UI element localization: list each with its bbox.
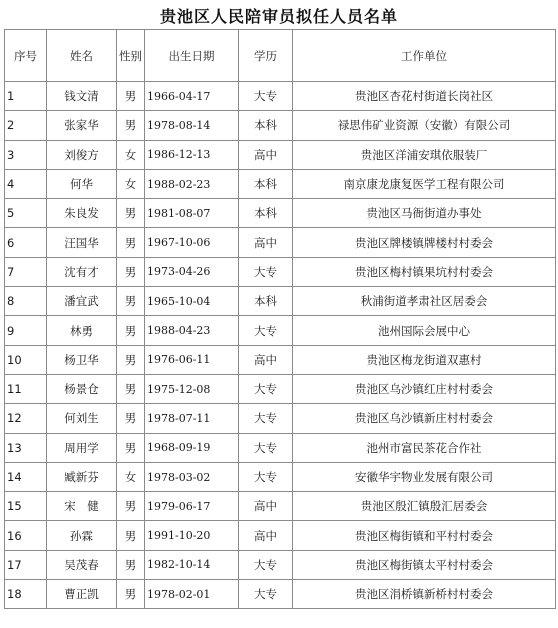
column-header-gender: 性别 bbox=[117, 30, 145, 82]
cell-name: 曹正凯 bbox=[47, 580, 117, 609]
cell-birth-date: 1986-12-13 bbox=[145, 140, 239, 169]
cell-education: 本科 bbox=[239, 199, 293, 228]
cell-education: 大专 bbox=[239, 433, 293, 462]
cell-gender: 男 bbox=[117, 111, 145, 140]
cell-no: 8 bbox=[5, 287, 47, 316]
cell-birth-date: 1978-02-01 bbox=[145, 580, 239, 609]
cell-birth-date: 1978-07-11 bbox=[145, 404, 239, 433]
cell-work-unit: 贵池区洋浦安琪依服装厂 bbox=[293, 140, 556, 169]
cell-name: 林勇 bbox=[47, 316, 117, 345]
cell-work-unit: 贵池区涓桥镇新桥村村委会 bbox=[293, 580, 556, 609]
cell-education: 本科 bbox=[239, 287, 293, 316]
cell-name: 朱良发 bbox=[47, 199, 117, 228]
roster-table bbox=[4, 29, 556, 609]
cell-work-unit: 池州市富民茶花合作社 bbox=[293, 433, 556, 462]
cell-no: 18 bbox=[5, 580, 47, 609]
cell-name: 宋 健 bbox=[47, 492, 117, 521]
cell-birth-date: 1965-10-04 bbox=[145, 287, 239, 316]
cell-birth-date: 1988-04-23 bbox=[145, 316, 239, 345]
cell-work-unit: 贵池区马衙街道办事处 bbox=[293, 199, 556, 228]
table-row bbox=[5, 199, 556, 228]
cell-no: 10 bbox=[5, 345, 47, 374]
cell-birth-date: 1968-09-19 bbox=[145, 433, 239, 462]
cell-gender: 男 bbox=[117, 82, 145, 111]
cell-birth-date: 1979-06-17 bbox=[145, 492, 239, 521]
table-row bbox=[5, 345, 556, 374]
cell-gender: 女 bbox=[117, 140, 145, 169]
cell-gender: 女 bbox=[117, 462, 145, 491]
cell-gender: 男 bbox=[117, 257, 145, 286]
cell-gender: 男 bbox=[117, 404, 145, 433]
table-row bbox=[5, 169, 556, 198]
cell-work-unit: 贵池区乌沙镇新庄村村委会 bbox=[293, 404, 556, 433]
column-header-name: 姓名 bbox=[47, 30, 117, 82]
cell-work-unit: 禄思伟矿业资源（安徽）有限公司 bbox=[293, 111, 556, 140]
cell-no: 5 bbox=[5, 199, 47, 228]
cell-work-unit: 贵池区杏花村街道长岗社区 bbox=[293, 82, 556, 111]
cell-name: 臧新芬 bbox=[47, 462, 117, 491]
table-row bbox=[5, 462, 556, 491]
cell-birth-date: 1975-12-08 bbox=[145, 374, 239, 403]
table-row bbox=[5, 433, 556, 462]
cell-gender: 男 bbox=[117, 580, 145, 609]
cell-no: 12 bbox=[5, 404, 47, 433]
cell-name: 何华 bbox=[47, 169, 117, 198]
cell-name: 刘俊方 bbox=[47, 140, 117, 169]
cell-birth-date: 1988-02-23 bbox=[145, 169, 239, 198]
table-row bbox=[5, 316, 556, 345]
table-row bbox=[5, 521, 556, 550]
cell-gender: 男 bbox=[117, 521, 145, 550]
cell-work-unit: 安徽华宇物业发展有限公司 bbox=[293, 462, 556, 491]
cell-birth-date: 1991-10-20 bbox=[145, 521, 239, 550]
cell-work-unit: 秋浦街道孝肃社区居委会 bbox=[293, 287, 556, 316]
cell-work-unit: 贵池区梅龙街道双惠村 bbox=[293, 345, 556, 374]
cell-no: 4 bbox=[5, 169, 47, 198]
table-row bbox=[5, 404, 556, 433]
cell-work-unit: 贵池区殷汇镇殷汇居委会 bbox=[293, 492, 556, 521]
cell-work-unit: 贵池区梅街镇太平村村委会 bbox=[293, 550, 556, 579]
cell-education: 高中 bbox=[239, 492, 293, 521]
cell-work-unit: 池州国际会展中心 bbox=[293, 316, 556, 345]
column-header-no: 序号 bbox=[5, 30, 47, 82]
cell-gender: 男 bbox=[117, 199, 145, 228]
cell-work-unit: 南京康龙康复医学工程有限公司 bbox=[293, 169, 556, 198]
cell-birth-date: 1982-10-14 bbox=[145, 550, 239, 579]
table-row bbox=[5, 492, 556, 521]
table-row bbox=[5, 111, 556, 140]
cell-education: 高中 bbox=[239, 345, 293, 374]
table-row bbox=[5, 140, 556, 169]
cell-name: 汪国华 bbox=[47, 228, 117, 257]
cell-work-unit: 贵池区乌沙镇红庄村村委会 bbox=[293, 374, 556, 403]
cell-no: 7 bbox=[5, 257, 47, 286]
document-title: 贵池区人民陪审员拟任人员名单 bbox=[159, 7, 398, 26]
table-row bbox=[5, 374, 556, 403]
table-body bbox=[5, 82, 556, 609]
cell-gender: 男 bbox=[117, 316, 145, 345]
cell-name: 张家华 bbox=[47, 111, 117, 140]
column-header-unit: 工作单位 bbox=[293, 30, 556, 82]
cell-education: 大专 bbox=[239, 550, 293, 579]
cell-education: 高中 bbox=[239, 521, 293, 550]
cell-no: 1 bbox=[5, 82, 47, 111]
cell-no: 6 bbox=[5, 228, 47, 257]
cell-name: 吴茂春 bbox=[47, 550, 117, 579]
cell-gender: 女 bbox=[117, 169, 145, 198]
cell-education: 大专 bbox=[239, 580, 293, 609]
cell-no: 3 bbox=[5, 140, 47, 169]
cell-no: 2 bbox=[5, 111, 47, 140]
column-header-birth: 出生日期 bbox=[145, 30, 239, 82]
table-header-row bbox=[5, 30, 556, 82]
cell-birth-date: 1978-08-14 bbox=[145, 111, 239, 140]
cell-work-unit: 贵池区梅村镇果坑村村委会 bbox=[293, 257, 556, 286]
cell-education: 大专 bbox=[239, 82, 293, 111]
cell-gender: 男 bbox=[117, 228, 145, 257]
cell-birth-date: 1967-10-06 bbox=[145, 228, 239, 257]
cell-gender: 男 bbox=[117, 345, 145, 374]
cell-birth-date: 1978-03-02 bbox=[145, 462, 239, 491]
cell-gender: 男 bbox=[117, 433, 145, 462]
table-row bbox=[5, 580, 556, 609]
cell-no: 17 bbox=[5, 550, 47, 579]
cell-no: 13 bbox=[5, 433, 47, 462]
cell-education: 大专 bbox=[239, 257, 293, 286]
cell-name: 何刘生 bbox=[47, 404, 117, 433]
cell-birth-date: 1973-04-26 bbox=[145, 257, 239, 286]
cell-work-unit: 贵池区牌楼镇牌楼村村委会 bbox=[293, 228, 556, 257]
table-row bbox=[5, 287, 556, 316]
cell-name: 沈有才 bbox=[47, 257, 117, 286]
cell-no: 15 bbox=[5, 492, 47, 521]
cell-name: 钱文清 bbox=[47, 82, 117, 111]
cell-birth-date: 1981-08-07 bbox=[145, 199, 239, 228]
cell-education: 大专 bbox=[239, 404, 293, 433]
cell-education: 大专 bbox=[239, 462, 293, 491]
cell-birth-date: 1966-04-17 bbox=[145, 82, 239, 111]
cell-education: 大专 bbox=[239, 374, 293, 403]
cell-no: 9 bbox=[5, 316, 47, 345]
cell-education: 本科 bbox=[239, 111, 293, 140]
cell-name: 孙霖 bbox=[47, 521, 117, 550]
table-row bbox=[5, 82, 556, 111]
cell-education: 高中 bbox=[239, 228, 293, 257]
cell-name: 潘宜武 bbox=[47, 287, 117, 316]
cell-gender: 男 bbox=[117, 287, 145, 316]
cell-gender: 男 bbox=[117, 492, 145, 521]
cell-name: 杨景仓 bbox=[47, 374, 117, 403]
cell-education: 高中 bbox=[239, 140, 293, 169]
cell-gender: 男 bbox=[117, 374, 145, 403]
cell-education: 大专 bbox=[239, 316, 293, 345]
cell-education: 本科 bbox=[239, 169, 293, 198]
table-row bbox=[5, 257, 556, 286]
cell-birth-date: 1976-06-11 bbox=[145, 345, 239, 374]
table-row bbox=[5, 228, 556, 257]
cell-work-unit: 贵池区梅街镇和平村村委会 bbox=[293, 521, 556, 550]
cell-no: 16 bbox=[5, 521, 47, 550]
cell-no: 14 bbox=[5, 462, 47, 491]
column-header-education: 学历 bbox=[239, 30, 293, 82]
cell-gender: 男 bbox=[117, 550, 145, 579]
table-row bbox=[5, 550, 556, 579]
cell-no: 11 bbox=[5, 374, 47, 403]
cell-name: 杨卫华 bbox=[47, 345, 117, 374]
cell-name: 周用学 bbox=[47, 433, 117, 462]
